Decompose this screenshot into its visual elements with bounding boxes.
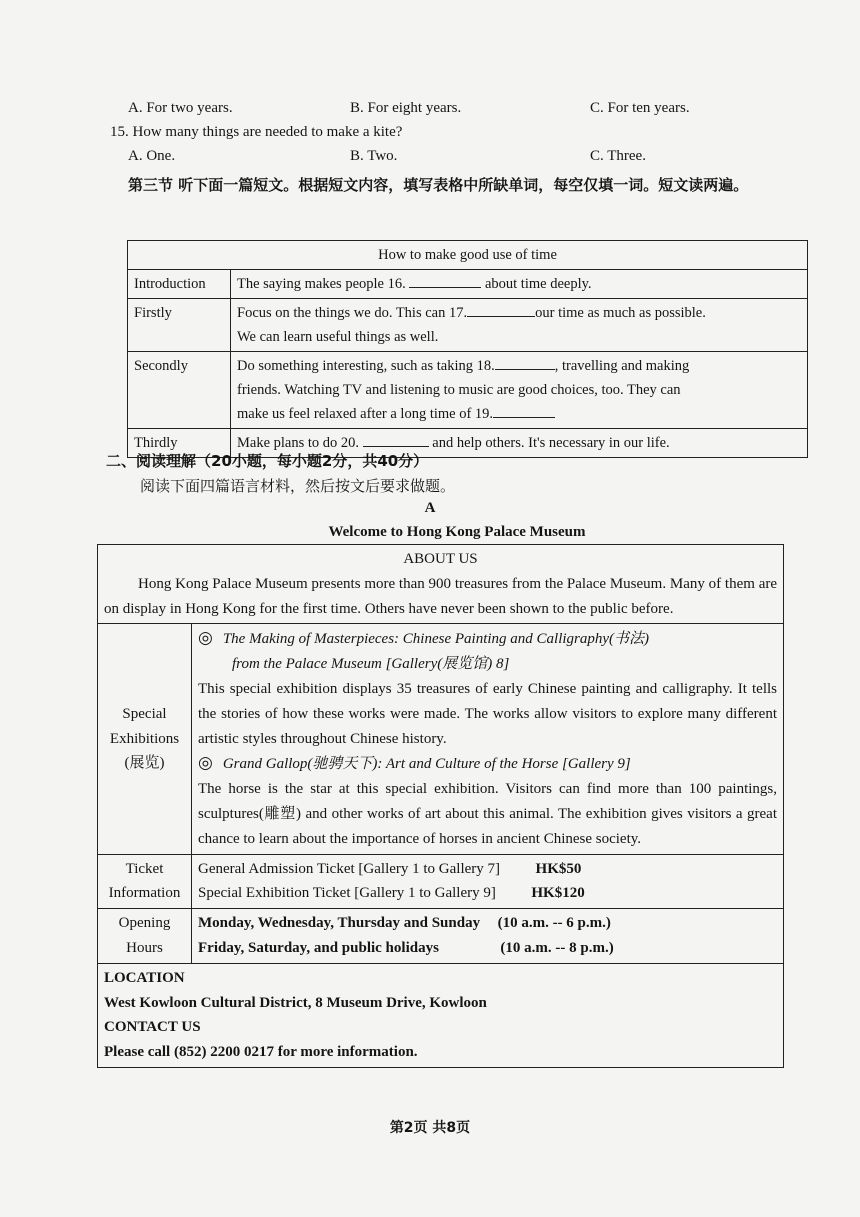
row-text: make us feel relaxed after a long time of 19.	[237, 406, 494, 422]
row-text: Do something interesting, such as taking 18.	[237, 358, 495, 374]
q15-option-b: B. Two.	[350, 148, 398, 164]
ticket-row-general	[198, 857, 777, 882]
bullet-ring-icon: ◎	[198, 753, 213, 773]
bullet-ring-icon: ◎	[198, 628, 213, 648]
section3-instructions	[110, 173, 800, 197]
hours-days: Monday, Wednesday, Thursday and Sunday	[198, 915, 481, 932]
hours-time: (10 a.m. -- 8 p.m.)	[500, 939, 614, 956]
special-exhibitions-content	[192, 624, 784, 854]
section3-text: 听下面一篇短文。根据短文内容，填写表格中所缺单词，每空仅填一词。短文读两遍。	[178, 176, 749, 194]
section3-tag: 第三节	[128, 176, 174, 194]
contact-text: Please call (852) 2200 0217 for more information.	[104, 1044, 418, 1061]
label-line: Hours	[126, 939, 163, 956]
ticket-row-special	[198, 881, 777, 906]
opening-hours-content	[192, 909, 784, 964]
row-text: The saying makes people 16.	[237, 276, 406, 292]
listening-table-header: How to make good use of time	[128, 241, 808, 270]
opening-hours-label	[98, 909, 192, 964]
q14-option-a: A. For two years.	[128, 100, 233, 116]
q14-option-c: C. For ten years.	[590, 100, 690, 116]
exhibition-title-text: Grand Gallop(驰骋天下): Art and Culture of the Horse [Gallery 9]	[222, 756, 631, 773]
part2-instruction: 阅读下面四篇语言材料，然后按文后要求做题。	[140, 477, 456, 495]
special-exhibitions-label	[98, 624, 192, 854]
museum-table	[97, 544, 784, 1068]
part2-heading: 二、阅读理解（20小题，每小题2分，共40分）	[106, 452, 429, 470]
row-content	[231, 270, 808, 299]
row-label: Secondly	[128, 352, 231, 429]
row-text: friends. Watching TV and listening to music are good choices, too. They can	[237, 382, 681, 398]
exhibition-1-text: This special exhibition displays 35 treasures of early Chinese painting and calligraphy. It tells the stories of how these works were made. The works allow visitors to explore many different artistic styles throughout Chinese history.	[198, 680, 777, 747]
table-row	[128, 270, 808, 299]
label-line: Opening	[118, 915, 171, 932]
listening-table	[127, 240, 808, 458]
ticket-name: General Admission Ticket [Gallery 1 to Gallery 7]	[198, 860, 501, 877]
row-text: about time deeply.	[484, 276, 592, 292]
row-text: Make plans to do 20.	[237, 435, 360, 451]
label-line: Information	[108, 885, 181, 902]
label-line: Special	[122, 705, 167, 722]
blank-18[interactable]	[495, 355, 555, 370]
row-label: Firstly	[128, 299, 231, 352]
location-heading: LOCATION	[104, 969, 185, 986]
hours-row-weekend	[198, 936, 777, 961]
exhibition-title-text: The Making of Masterpieces: Chinese Painting and Calligraphy(书法)	[222, 631, 650, 648]
blank-20[interactable]	[363, 432, 429, 447]
location-contact-cell	[98, 963, 784, 1067]
location-text: West Kowloon Cultural District, 8 Museum Drive, Kowloon	[104, 994, 487, 1011]
row-content	[231, 352, 808, 429]
hours-row-weekday	[198, 911, 777, 936]
about-us-heading: ABOUT US	[403, 551, 478, 567]
passage-letter: A	[424, 500, 436, 516]
row-text: our time as much as possible.	[535, 305, 706, 321]
contact-heading: CONTACT US	[104, 1019, 201, 1036]
row-text: , travelling and making	[554, 358, 690, 374]
blank-16[interactable]	[409, 273, 481, 288]
exhibition-1-title-line2: from the Palace Museum [Gallery(展览馆) 8]	[232, 656, 510, 673]
page-footer: 第2页 共8页	[389, 1120, 471, 1136]
blank-17[interactable]	[467, 302, 535, 317]
about-us-text: Hong Kong Palace Museum presents more than 900 treasures from the Palace Museum. Many of them are on display in Hong Kong for the first time. Others have never been shown to the public before.	[104, 575, 777, 617]
q14-option-b: B. For eight years.	[350, 100, 462, 116]
about-us-cell	[98, 545, 784, 624]
ticket-name: Special Exhibition Ticket [Gallery 1 to Gallery 9]	[198, 885, 496, 902]
label-line: Ticket	[125, 860, 164, 877]
ticket-content	[192, 854, 784, 909]
table-row	[128, 299, 808, 352]
q15-question: 15. How many things are needed to make a kite?	[110, 124, 403, 140]
q15-option-a: A. One.	[128, 148, 176, 164]
hours-days: Friday, Saturday, and public holidays	[198, 939, 439, 956]
exhibition-2-title	[198, 751, 777, 777]
passage-title: Welcome to Hong Kong Palace Museum	[328, 524, 586, 540]
ticket-price: HK$50	[535, 860, 582, 877]
row-label: Introduction	[128, 270, 231, 299]
hours-time: (10 a.m. -- 6 p.m.)	[497, 915, 611, 932]
exhibition-1-title	[198, 626, 777, 652]
row-text: Focus on the things we do. This can 17.	[237, 305, 468, 321]
row-text: We can learn useful things as well.	[237, 329, 439, 345]
ticket-label	[98, 854, 192, 909]
exhibition-2-text: The horse is the star at this special exhibition. Visitors can find more than 100 paintings, sculptures(雕塑) and other works of art about this animal. The exhibition gives visitors a great chance to learn about the importance of horses in ancient Chinese society.	[198, 781, 777, 847]
ticket-price: HK$120	[531, 885, 585, 902]
blank-19[interactable]	[493, 403, 555, 418]
row-label: Thirdly	[128, 429, 231, 458]
row-content	[231, 299, 808, 352]
table-row	[128, 352, 808, 429]
q15-option-c: C. Three.	[590, 148, 646, 164]
row-text: and help others. It's necessary in our life.	[432, 435, 670, 451]
label-line: (展览)	[124, 755, 165, 772]
label-line: Exhibitions	[109, 730, 180, 747]
